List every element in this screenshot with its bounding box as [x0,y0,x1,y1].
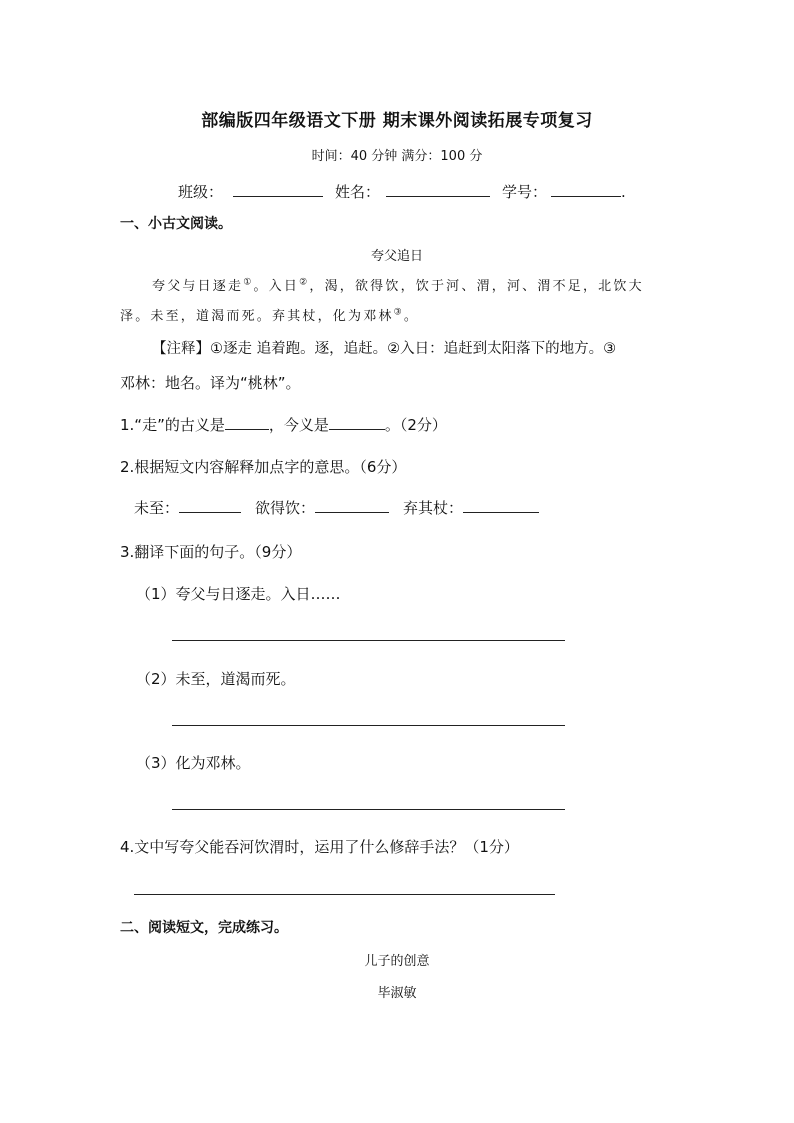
name-field[interactable] [386,182,490,197]
question-3-1: （1）夸父与日逐走。入日…… [136,585,341,603]
class-label: 班级： [178,183,224,201]
q4-answer-line[interactable] [134,894,555,895]
page-title: 部编版四年级语文下册 期末课外阅读拓展专项复习 [201,111,593,131]
passage-title: 夸父追日 [370,249,423,264]
question-3-3: （3）化为邓林。 [136,754,251,772]
section-2-author: 毕淑敏 [377,986,417,1001]
note-mark-1: ① [243,277,254,288]
student-id-field[interactable] [551,182,621,197]
annotation-line-1: 【注释】①逐走 追着跑。逐，追赶。②入日：追赶到太阳落下的地方。③ [152,341,617,357]
question-3-2: （2）未至，道渴而死。 [136,670,296,688]
question-1: 1.“走”的古义是 ，今义是 。（2分） [120,416,447,434]
info-end-mark: . [621,183,626,201]
annotation-line-2: 邓林：地名。译为“桃林”。 [120,374,301,392]
section-2-passage-title: 儿子的创意 [364,954,430,969]
q2-blank-3[interactable] [463,500,539,513]
passage-line-1: 夸父与日逐走①。入日②，渴，欲得饮，饮于河、渭，河、渭不足，北饮大 [152,277,644,294]
q3-3-answer-line[interactable] [172,809,565,810]
exam-time-score: 时间：40 分钟 满分：100 分 [311,149,483,164]
section-1-heading: 一、小古文阅读。 [120,216,232,232]
q1-blank-ancient[interactable] [225,417,269,430]
question-2-items: 未至： 欲得饮： 弃其杖： [134,497,539,518]
note-mark-2: ② [299,277,310,288]
student-info-row [178,181,626,202]
q2-blank-1[interactable] [179,500,241,513]
question-4: 4.文中写夸父能吞河饮渭时，运用了什么修辞手法？（1分） [120,838,519,856]
question-2: 2.根据短文内容解释加点字的意思。（6分） [120,458,407,476]
student-id-label: 学号： [502,183,548,201]
name-label: 姓名： [335,183,381,201]
q2-blank-2[interactable] [315,500,389,513]
q1-blank-modern[interactable] [329,417,385,430]
question-3: 3.翻译下面的句子。（9分） [120,543,302,561]
section-2-heading: 二、阅读短文，完成练习。 [120,920,288,936]
q3-1-answer-line[interactable] [172,640,565,641]
note-mark-3: ③ [393,307,404,318]
q3-2-answer-line[interactable] [172,725,565,726]
passage-line-2: 泽。未至，道渴而死。弃其杖，化为邓林③。 [120,307,420,324]
class-field[interactable] [233,182,323,197]
